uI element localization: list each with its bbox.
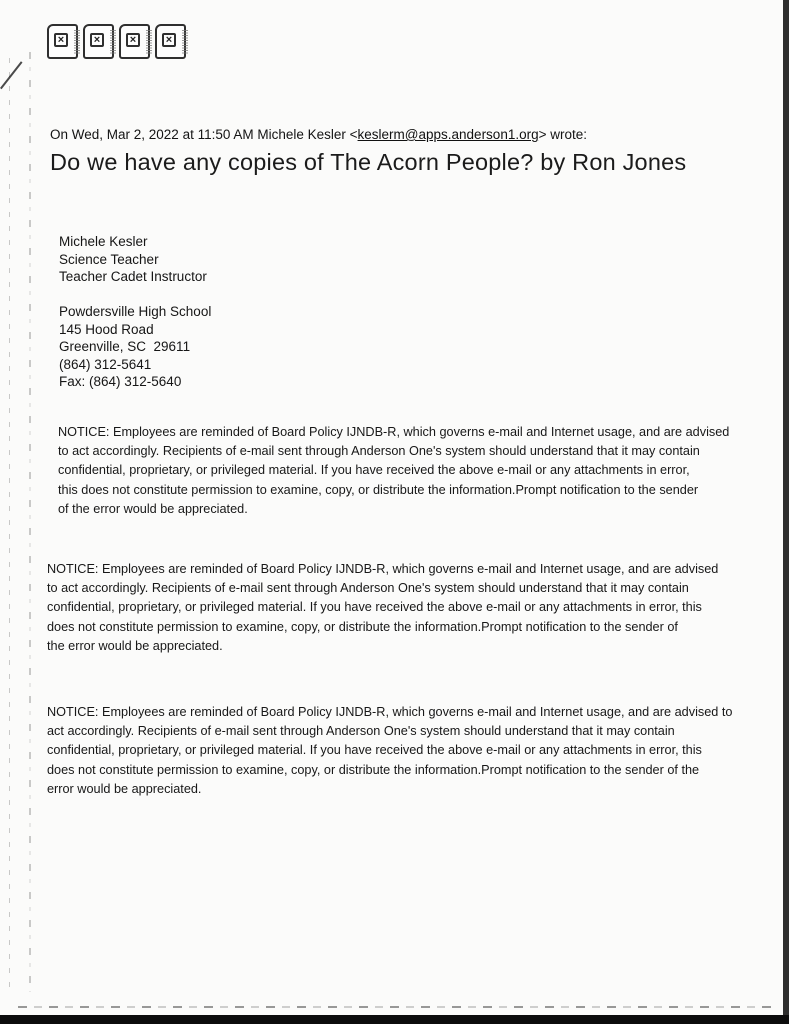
notice-line: to act accordingly. Recipients of e-mail sent through Anderson One's system should understand that it may contain	[58, 444, 700, 459]
notice-line: act accordingly. Recipients of e-mail sent through Anderson One's system should understand that it may contain	[47, 724, 675, 739]
attachment-icons-row	[47, 24, 186, 59]
scan-artifact-vertical-line-2	[29, 52, 31, 992]
broken-image-x-icon: ×	[54, 33, 68, 47]
notice-line: this does not constitute permission to examine, copy, or distribute the information.Prompt notification to the sender	[58, 482, 699, 497]
notice-line: NOTICE: Employees are reminded of Board Policy IJNDB-R, which governs e-mail and Internet usage, and are advised to	[47, 705, 733, 719]
broken-image-icon	[47, 24, 78, 59]
broken-image-alt-text	[146, 30, 152, 55]
notice-line: does not constitute permission to examine, copy, or distribute the information.Prompt notification to the sender of the	[47, 762, 700, 777]
broken-image-alt-text	[74, 30, 80, 55]
address-line: Fax: (864) 312-5640	[59, 374, 182, 390]
notice-line: does not constitute permission to examine, copy, or distribute the information.Prompt notification to the sender of	[47, 619, 678, 634]
notice-line: confidential, proprietary, or privileged material. If you have received the above e-mail or any attachments in error, this	[47, 600, 702, 615]
broken-image-icon	[83, 24, 114, 59]
notice-paragraph	[47, 703, 732, 799]
broken-image-icon	[155, 24, 186, 59]
notice-line: error would be appreciated.	[47, 781, 202, 796]
scan-artifact-diagonal-line	[0, 61, 23, 89]
broken-image-alt-text	[182, 30, 188, 55]
address-line: (864) 312-5641	[59, 356, 152, 372]
email-link[interactable]: keslerm@apps.anderson1.org	[357, 127, 539, 142]
email-header-suffix: > wrote:	[538, 127, 588, 142]
notice-paragraph	[47, 560, 718, 656]
address-line: Greenville, SC 29611	[59, 339, 191, 355]
broken-image-x-icon: ×	[162, 33, 176, 47]
signature-line: Science Teacher	[59, 251, 159, 267]
notice-line: to act accordingly. Recipients of e-mail sent through Anderson One's system should understand that it may contain	[47, 581, 689, 596]
scan-artifact-right-edge	[783, 0, 789, 1024]
scan-artifact-bottom-dashes	[18, 1006, 773, 1008]
scan-artifact-vertical-line-1	[9, 58, 10, 993]
notice-line: the error would be appreciated.	[47, 638, 223, 653]
notice-line: NOTICE: Employees are reminded of Board Policy IJNDB-R, which governs e-mail and Internet usage, and are advised	[47, 562, 719, 576]
scan-artifact-bottom-edge	[0, 1015, 789, 1024]
broken-image-x-icon: ×	[90, 33, 104, 47]
notice-line: of the error would be appreciated.	[58, 501, 248, 516]
email-header-line	[50, 127, 587, 142]
address-line: Powdersville High School	[59, 304, 212, 319]
broken-image-icon	[119, 24, 150, 59]
broken-image-alt-text	[110, 30, 116, 55]
notice-line: confidential, proprietary, or privileged material. If you have received the above e-mail or any attachments in error, this	[47, 743, 702, 758]
signature-line: Teacher Cadet Instructor	[59, 269, 207, 285]
signature-block	[59, 233, 207, 286]
notice-line: confidential, proprietary, or privileged material. If you have received the above e-mail or any attachments in error,	[58, 463, 690, 478]
notice-paragraph	[58, 423, 729, 519]
notice-line: NOTICE: Employees are reminded of Board Policy IJNDB-R, which governs e-mail and Internet usage, and are advised	[58, 425, 730, 439]
address-line: 145 Hood Road	[59, 321, 154, 337]
broken-image-x-icon: ×	[126, 33, 140, 47]
email-header-prefix: On Wed, Mar 2, 2022 at 11:50 AM Michele Kesler <	[50, 127, 358, 142]
address-block	[59, 303, 211, 391]
email-subject: Do we have any copies of The Acorn People? by Ron Jones	[50, 149, 687, 175]
signature-line: Michele Kesler	[59, 234, 148, 249]
